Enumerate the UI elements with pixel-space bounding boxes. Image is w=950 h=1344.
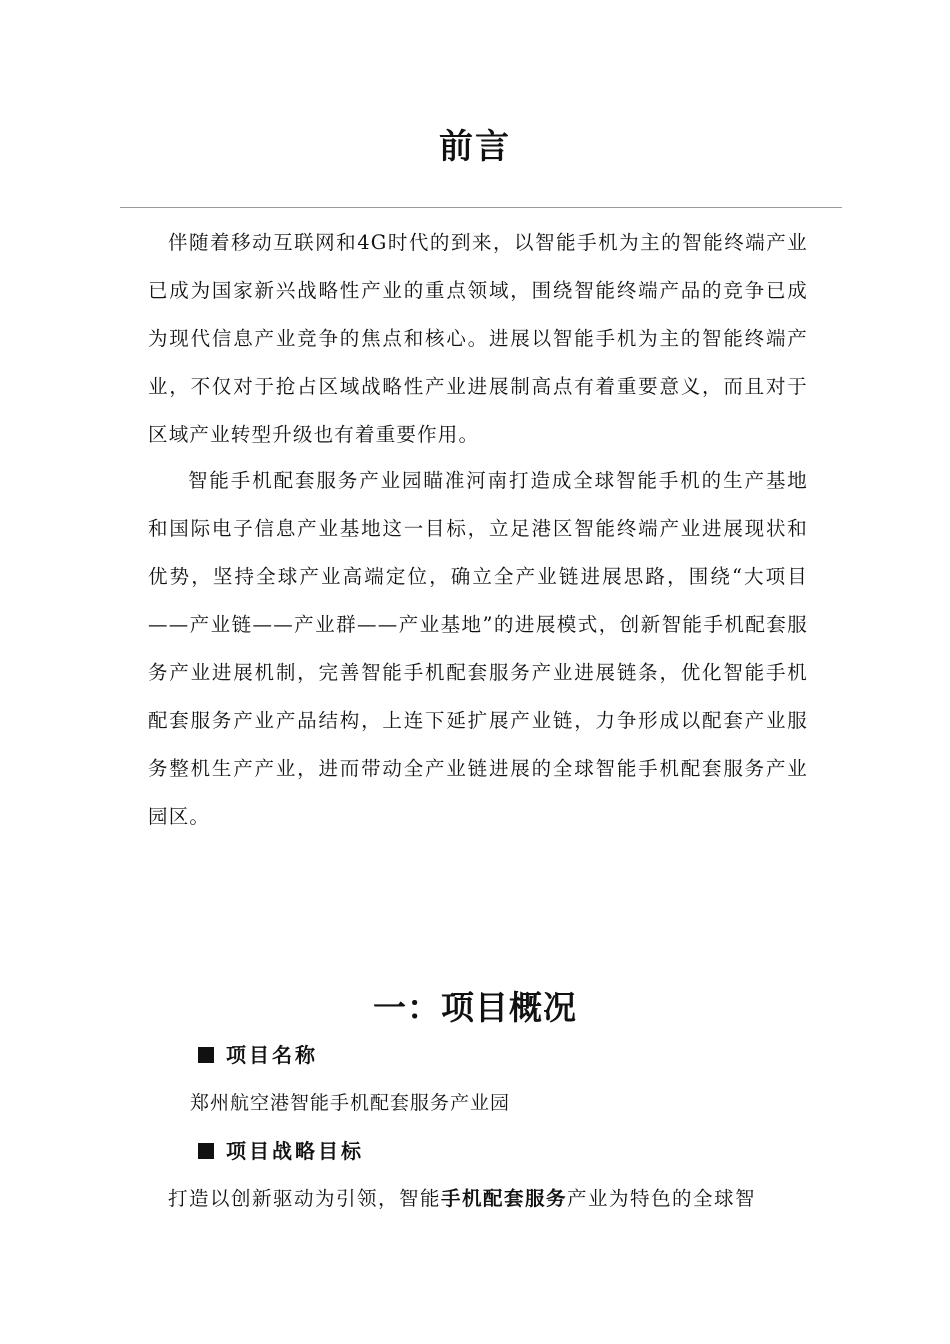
strategy-text-part1: 打造以创新驱动为引领，智能 [168,1187,442,1210]
title-divider [120,207,842,208]
strategy-heading [198,1136,364,1166]
strategy-text [168,1182,756,1216]
project-name-heading [198,1040,318,1070]
square-bullet-icon [198,1143,214,1159]
preface-title: 前言 [439,127,511,167]
strategy-heading-label: 项目战略目标 [226,1139,364,1163]
square-bullet-icon [198,1047,214,1063]
project-name-value: 郑州航空港智能手机配套服务产业园 [190,1092,511,1114]
strategy-text-part2: 产业为特色的全球智 [567,1187,757,1210]
strategy-text-bold: 手机配套服务 [441,1187,568,1210]
project-name-heading-label: 项目名称 [226,1043,318,1067]
preface-paragraph-1 [148,219,808,459]
preface-paragraph-2-text: 智能手机配套服务产业园瞄准河南打造成全球智能手机的生产基地和国际电子信息产业基地这一目标，立足港区智能终端产业进展现状和优势，坚持全球产业高端定位，确立全产业链进展思路，围绕“大项目——产业链——产业群——产业基地”的进展模式，创新智能手机配套服务产业进展机制，完善智能手机配套服务产业进展链条，优化智能手机配套服务产业产品结构，上连下延扩展产业链，力争形成以配套产业服务整机生产产业，进而带动全产业链进展的全球智能手机配套服务产业园区。 [148,469,808,828]
preface-paragraph-2 [148,457,808,841]
preface-paragraph-1-text: 伴随着移动互联网和4G时代的到来，以智能手机为主的智能终端产业已成为国家新兴战略性产业的重点领域，围绕智能终端产品的竞争已成为现代信息产业竞争的焦点和核心。进展以智能手机为主的智能终端产业，不仅对于抢占区域战略性产业进展制高点有着重要意义，而且对于区域产业转型升级也有着重要作用。 [148,231,808,446]
section-title-project-overview: 一：项目概况 [373,988,577,1027]
